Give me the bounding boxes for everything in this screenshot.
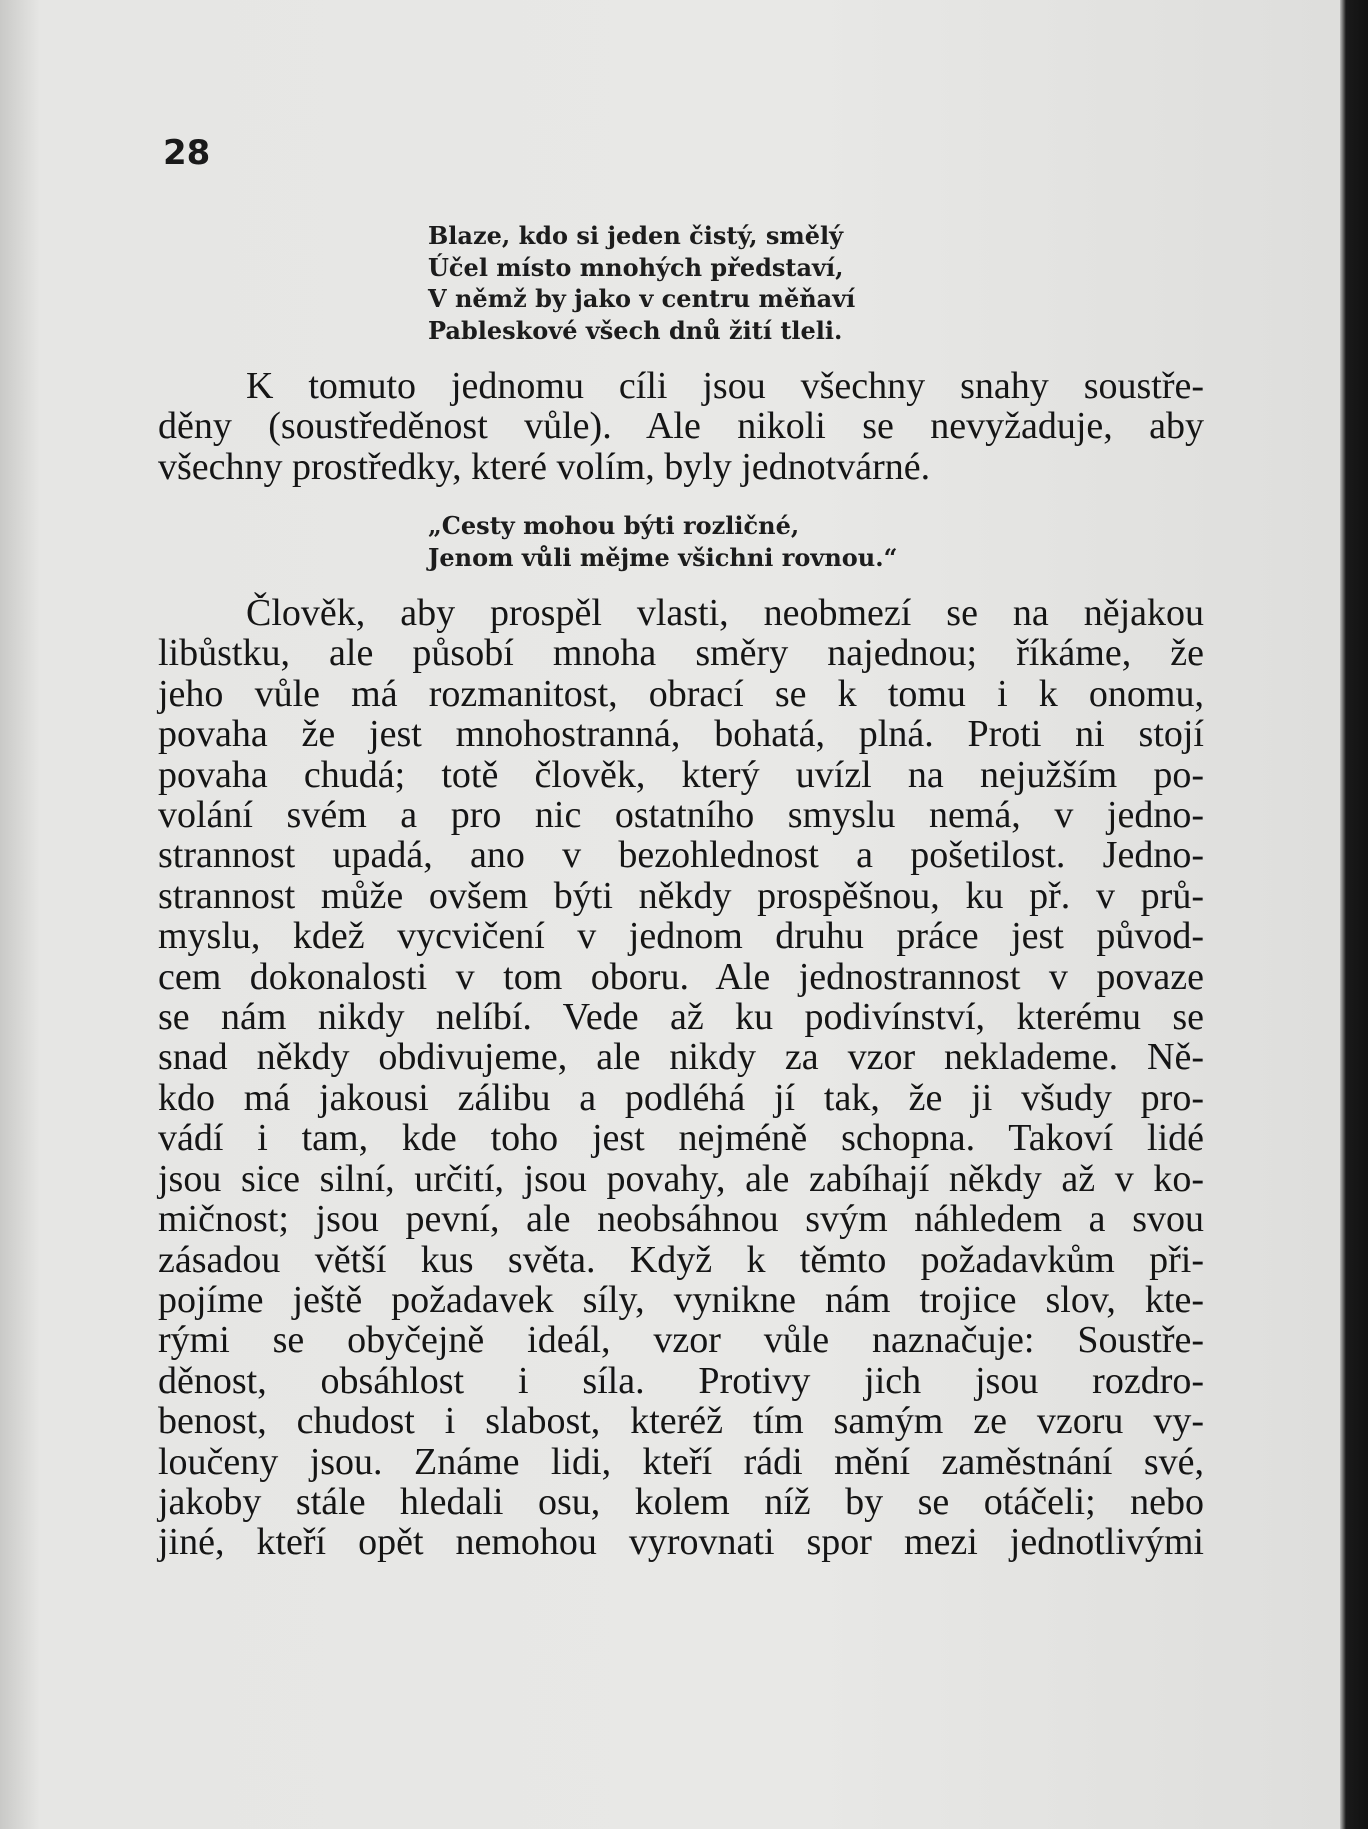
verse-line: V němž by jako v centru měňaví xyxy=(428,284,856,313)
page-edge-shadow xyxy=(1340,0,1368,1829)
verse-line: „Cesty mohou býti rozličné, xyxy=(428,511,800,540)
verse-block-2 xyxy=(428,510,988,573)
text-line: všechny prostředky, které volím, byly jednotvárné. xyxy=(158,445,931,488)
text-line: pojíme ještě požadavek síly, vynikne nám trojice slov, kte- xyxy=(158,1278,1204,1321)
text-line: libůstku, ale působí mnoha směry najednou; říkáme, že xyxy=(158,632,1204,675)
text-line: jsou sice silní, určití, jsou povahy, ale zabíhají někdy až v ko- xyxy=(158,1157,1204,1200)
text-line: myslu, kdež vycvičení v jednom druhu práce jest původ- xyxy=(158,915,1204,958)
text-line: jiné, kteří opět nemohou vyrovnati spor mezi jednotlivými xyxy=(158,1521,1204,1564)
paragraph-1 xyxy=(158,366,1204,487)
text-line: loučeny jsou. Známe lidi, kteří rádi mění zaměstnání své, xyxy=(158,1440,1204,1483)
verse-line: Účel místo mnohých představí, xyxy=(428,252,844,282)
text-line: zásadou větší kus světa. Když k těmto požadavkům při- xyxy=(158,1238,1204,1281)
text-line: K tomuto jednomu cíli jsou všechny snahy soustře- xyxy=(246,365,1204,407)
text-line: strannost může ovšem býti někdy prospěšnou, ku př. v prů- xyxy=(158,874,1204,917)
text-line: povaha chudá; totě člověk, který uvízl na nejužším po- xyxy=(158,753,1204,796)
text-line: se nám nikdy nelíbí. Vede až ku podivínství, kterému se xyxy=(158,996,1204,1039)
verse-line: Pableskové všech dnů žití tleli. xyxy=(428,315,843,345)
text-line: strannost upadá, ano v bezohlednost a pošetilost. Jedno- xyxy=(158,834,1204,877)
text-line: kdo má jakousi zálibu a podléhá jí tak, že ji všudy pro- xyxy=(158,1076,1204,1119)
text-line: děny (soustředěnost vůle). Ale nikoli se nevyžaduje, aby xyxy=(158,405,1204,448)
text-line: benost, chudost i slabost, kteréž tím samým ze vzoru vy- xyxy=(158,1400,1204,1443)
text-line: rými se obyčejně ideál, vzor vůle naznačuje: Soustře- xyxy=(158,1319,1204,1362)
verse-block-1 xyxy=(428,220,988,346)
text-line: cem dokonalosti v tom oboru. Ale jednostrannost v povaze xyxy=(158,955,1204,998)
page-number: 28 xyxy=(163,133,211,173)
text-line: děnost, obsáhlost i síla. Protivy jich jsou rozdro- xyxy=(158,1359,1204,1402)
text-line: mičnost; jsou pevní, ale neobsáhnou svým náhledem a svou xyxy=(158,1198,1204,1241)
verse-line: Jenom vůli mějme všichni rovnou.“ xyxy=(428,542,898,572)
text-line: povaha že jest mnohostranná, bohatá, plná. Proti ni stojí xyxy=(158,713,1204,756)
paragraph-2 xyxy=(158,593,1204,1563)
text-line: volání svém a pro nic ostatního smyslu nemá, v jedno- xyxy=(158,794,1204,837)
text-line: vádí i tam, kde toho jest nejméně schopna. Takoví lidé xyxy=(158,1117,1204,1160)
text-line: Člověk, aby prospěl vlasti, neobmezí se na nějakou xyxy=(246,592,1204,634)
verse-line: Blaze, kdo si jeden čistý, smělý xyxy=(428,221,844,250)
text-line: jakoby stále hledali osu, kolem níž by se otáčeli; nebo xyxy=(158,1480,1204,1523)
text-line: snad někdy obdivujeme, ale nikdy za vzor neklademe. Ně- xyxy=(158,1036,1204,1079)
text-line: jeho vůle má rozmanitost, obrací se k tomu i k onomu, xyxy=(158,672,1204,715)
